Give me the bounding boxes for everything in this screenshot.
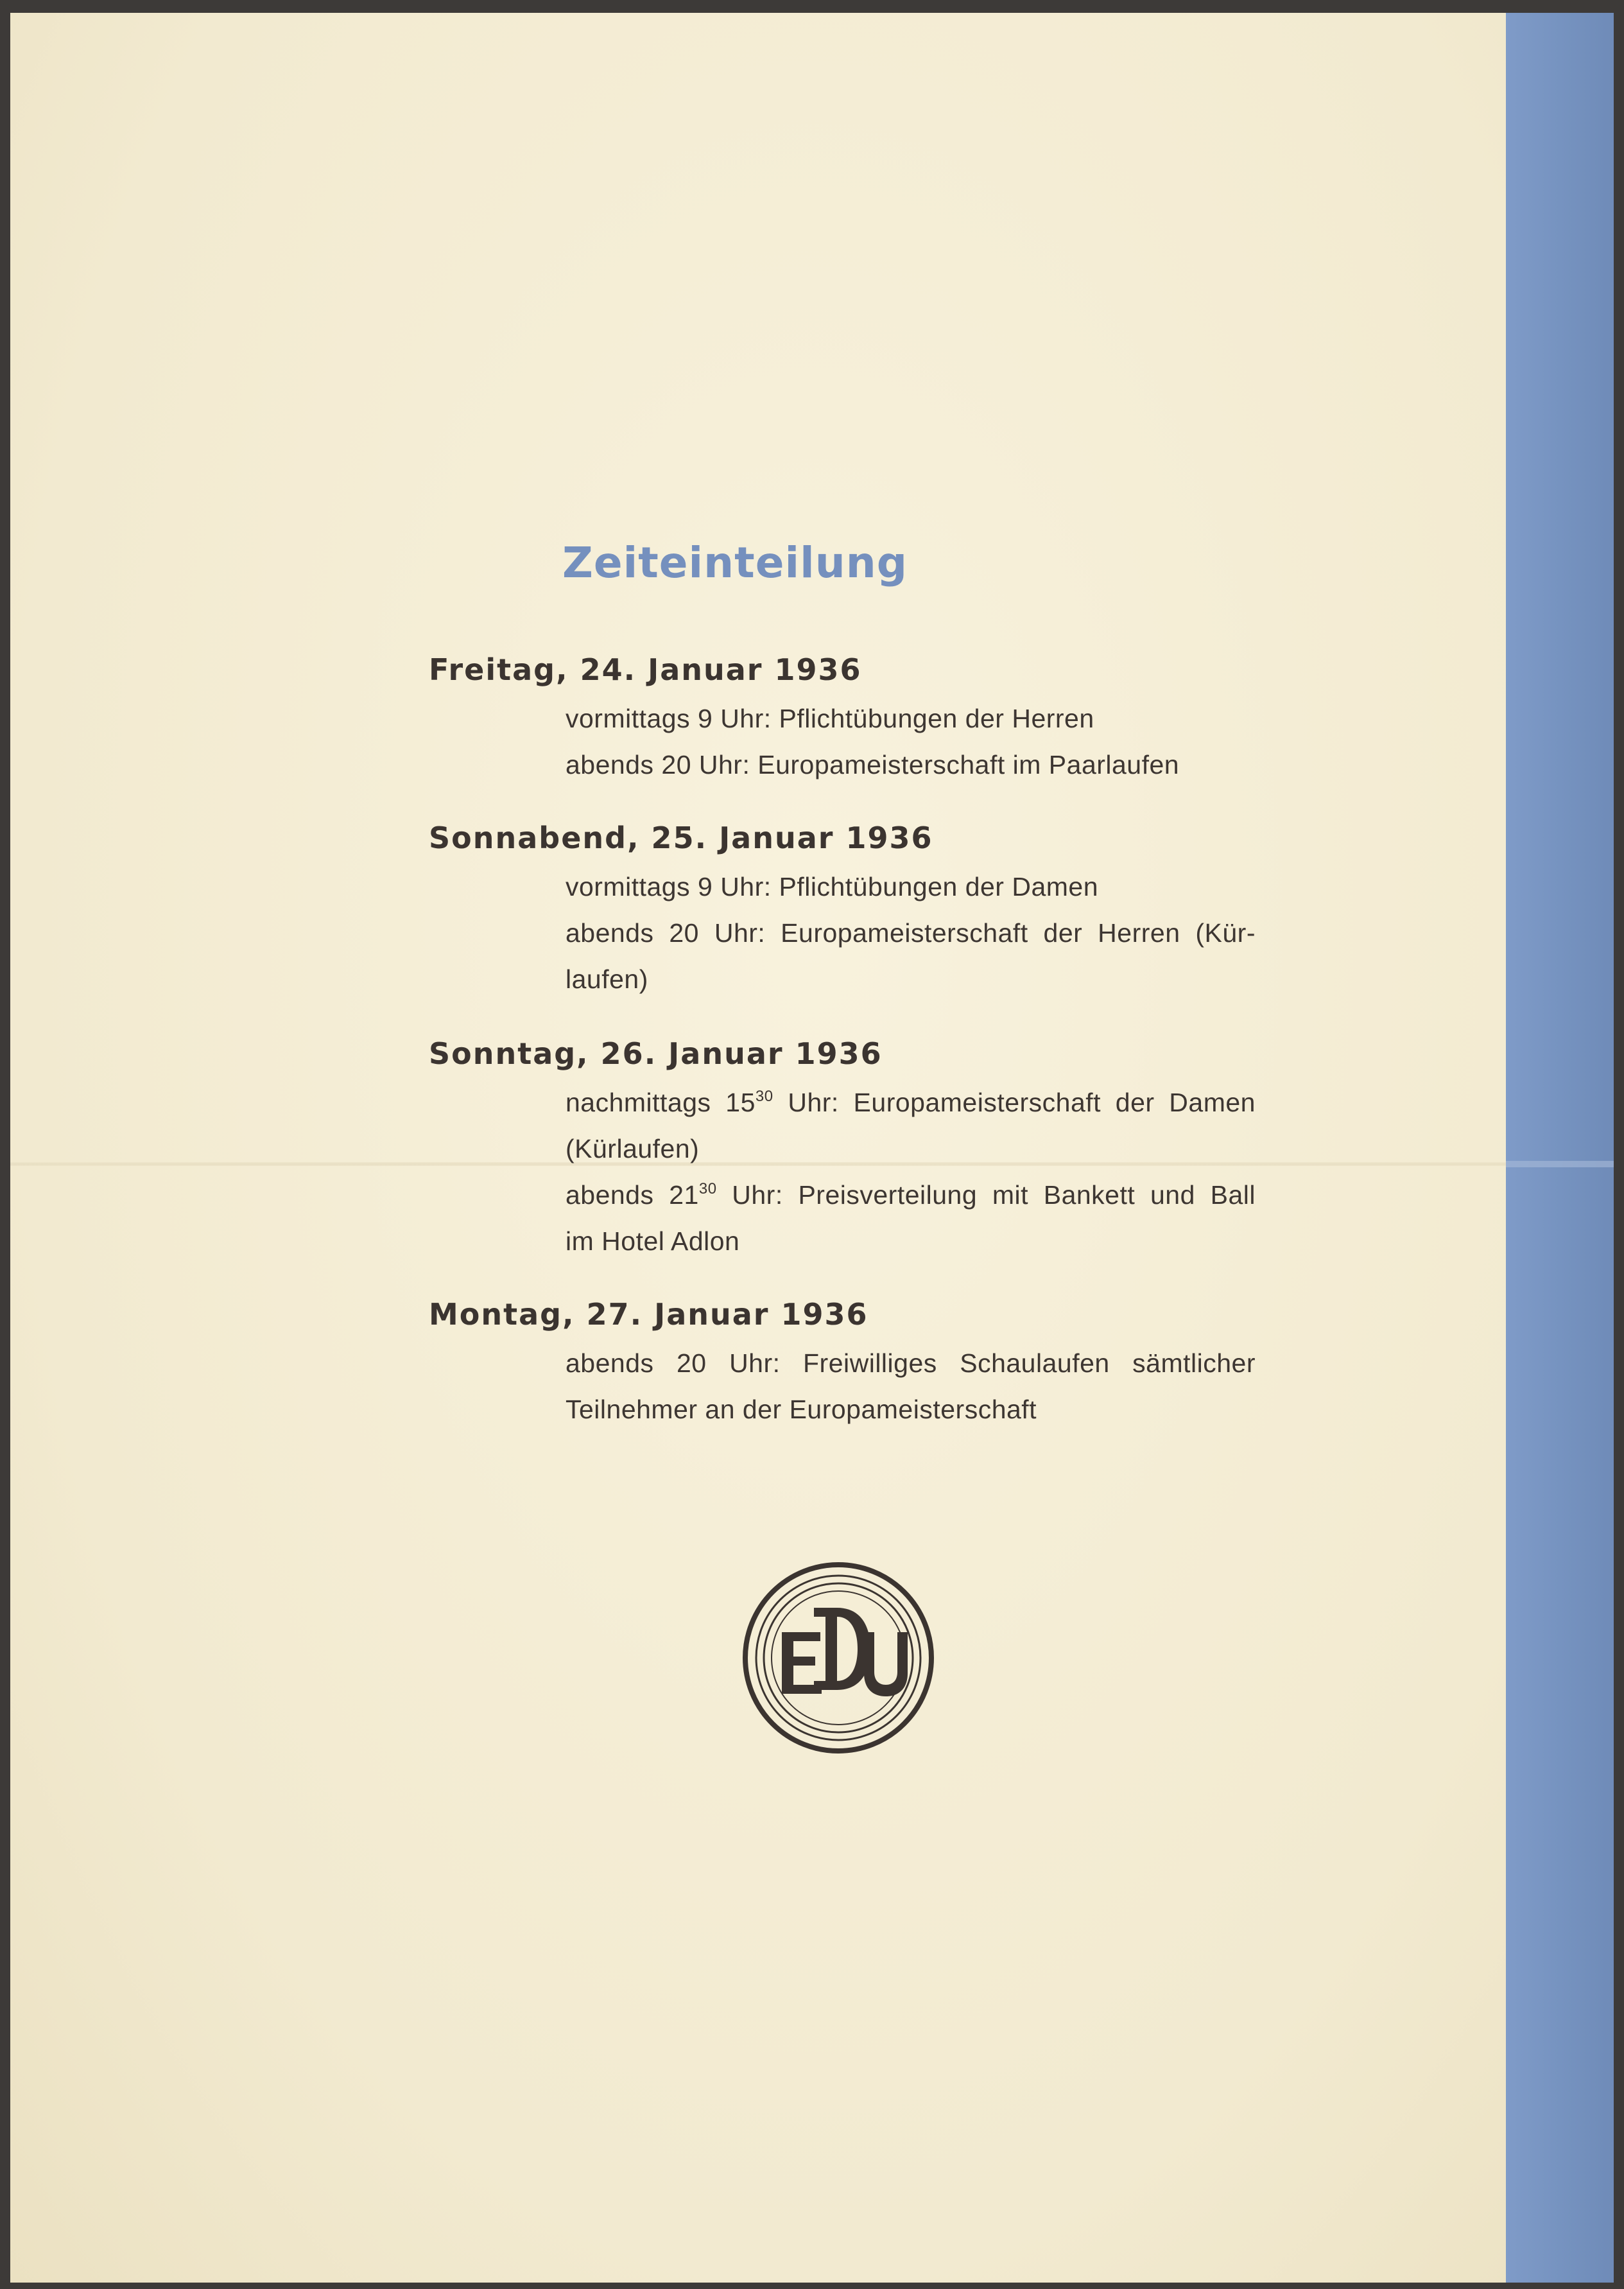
schedule-line: vormittags 9 Uhr: Pflichtübungen der Damen (566, 872, 1099, 901)
day-heading-monday: Montag, 27. Januar 1936 (429, 1297, 868, 1332)
schedule-line: abends 20 Uhr: Freiwilliges Schaulaufen sämtlicher (566, 1348, 1256, 1378)
schedule-line: abends 20 Uhr: Europameisterschaft im Paarlaufen (566, 750, 1180, 779)
schedule-line: laufen) (566, 964, 648, 994)
day-heading-sunday: Sonntag, 26. Januar 1936 (429, 1036, 883, 1071)
schedule-line: vormittags 9 Uhr: Pflichtübungen der Herren (566, 704, 1094, 733)
day-heading-saturday: Sonnabend, 25. Januar 1936 (429, 821, 933, 855)
page-title: Zeiteinteilung (562, 538, 908, 587)
schedule-line: (Kürlaufen) (566, 1134, 700, 1163)
stripe-crease (1506, 1161, 1614, 1167)
blue-edge-stripe (1506, 13, 1614, 2283)
schedule-line: abends 20 Uhr: Europameisterschaft der Herren (Kür- (566, 918, 1256, 948)
schedule-line: nachmittags $15^{30}$ Uhr: Europameisterschaft der Damen (566, 1088, 1256, 1117)
schedule-line: abends $21^{30}$ Uhr: Preisverteilung mit Bankett und Ball (566, 1180, 1256, 1210)
document-page (10, 13, 1614, 2283)
edu-emblem-logo (742, 1562, 935, 1754)
schedule-line: Teilnehmer an der Europameisterschaft (566, 1395, 1037, 1424)
fold-crease (10, 1162, 1512, 1166)
schedule-line: im Hotel Adlon (566, 1226, 740, 1256)
day-heading-friday: Freitag, 24. Januar 1936 (429, 652, 862, 687)
